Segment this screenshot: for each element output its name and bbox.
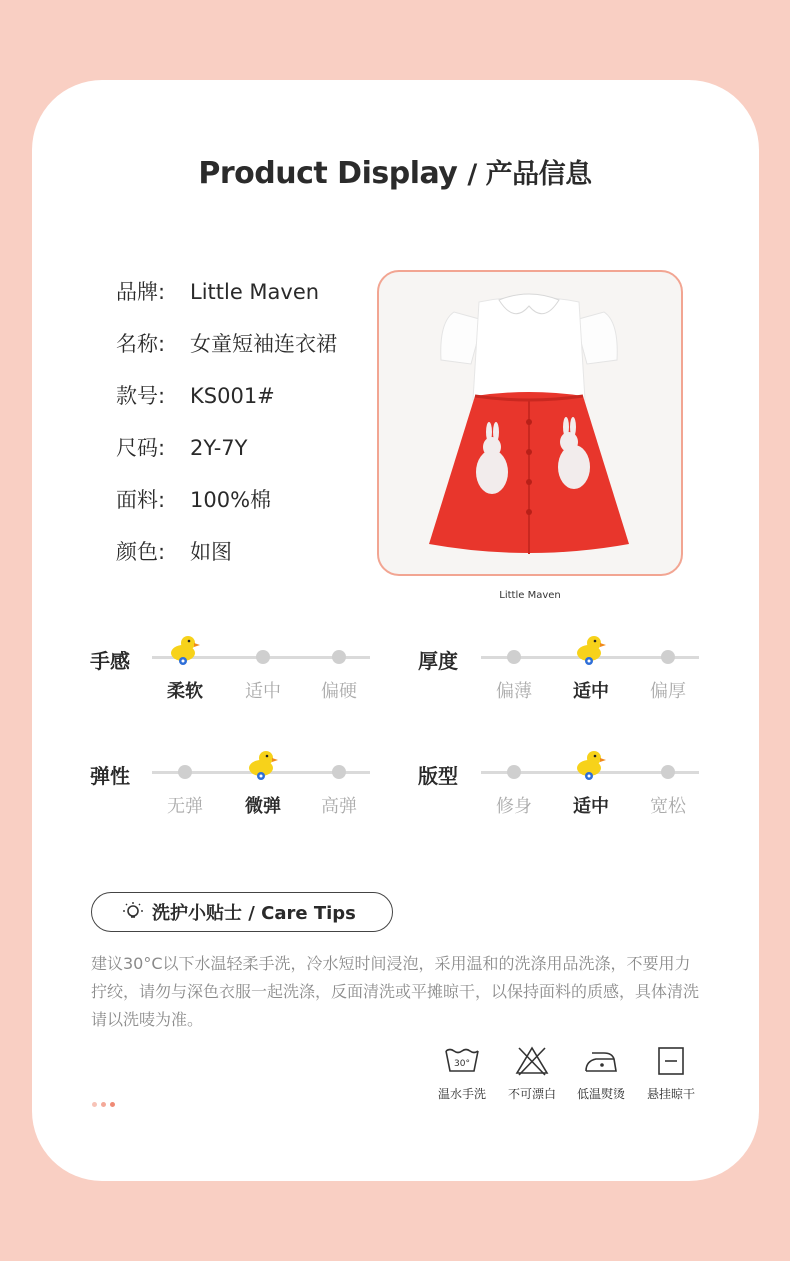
attribute-dot [507, 765, 521, 779]
care-low-iron: 低温熨烫 [566, 1045, 636, 1102]
attribute-label: 厚度 [418, 649, 458, 673]
hang-dry-icon [655, 1045, 687, 1077]
page-dot [110, 1102, 115, 1107]
attribute-option: 偏硬 [321, 681, 357, 702]
spec-size: 尺码: 2Y-7Y [116, 436, 248, 460]
attribute-dot [178, 765, 192, 779]
duck-marker-icon [574, 632, 608, 666]
attribute-option: 适中 [573, 681, 609, 702]
no-bleach-icon [514, 1045, 550, 1077]
title-en: Product Display [198, 156, 458, 191]
spec-fabric: 面料: 100%棉 [116, 488, 272, 512]
duck-marker-icon [168, 632, 202, 666]
attribute-option: 宽松 [650, 796, 686, 817]
care-tips-pill [91, 892, 393, 932]
attribute-dot [507, 650, 521, 664]
care-wash: 30° 温水手洗 [427, 1045, 497, 1102]
attribute-dot [661, 765, 675, 779]
care-hang-dry: 悬挂晾干 [636, 1045, 706, 1102]
spec-color: 颜色: 如图 [116, 540, 232, 564]
attribute-label: 手感 [90, 649, 130, 673]
care-no-bleach: 不可漂白 [497, 1045, 567, 1102]
product-photo [377, 270, 683, 576]
attribute-dot [661, 650, 675, 664]
spec-brand: 品牌: Little Maven [116, 280, 320, 304]
duck-marker-icon [574, 747, 608, 781]
attribute-option: 柔软 [167, 681, 203, 702]
page-dots [92, 1092, 119, 1111]
page-title [0, 152, 790, 191]
duck-marker-icon [246, 747, 280, 781]
title-cn: / 产品信息 [467, 159, 592, 190]
spec-name: 名称: 女童短袖连衣裙 [116, 332, 337, 356]
spec-style-no: 款号: KS001# [116, 384, 275, 408]
low-iron-icon [582, 1045, 620, 1077]
dress-illustration [379, 272, 681, 574]
attribute-option: 偏薄 [496, 681, 532, 702]
attribute-option: 偏厚 [650, 681, 686, 702]
attribute-option: 无弹 [167, 796, 203, 817]
attribute-option: 高弹 [321, 796, 357, 817]
attribute-dot [332, 765, 346, 779]
care-tips-text: 建议30°C以下水温轻柔手洗，冷水短时间浸泡，采用温和的洗涤用品洗涤，不要用力拧绞，请勿与深色衣服一起洗涤，反面清洗或平摊晾干，以保持面料的质感，具体清洗请以洗唛为准。 [91, 954, 700, 1029]
attribute-label: 版型 [418, 764, 458, 788]
wash-30-icon [442, 1045, 482, 1077]
attribute-option: 修身 [496, 796, 532, 817]
attribute-option: 适中 [573, 796, 609, 817]
care-tips-label: 洗护小贴士 / Care Tips [152, 903, 356, 924]
svg-text:30°: 30° [454, 1059, 470, 1069]
photo-caption: Little Maven [499, 590, 561, 601]
attribute-option: 微弹 [245, 796, 281, 817]
page-dot [92, 1102, 97, 1107]
page-dot [101, 1102, 106, 1107]
lightbulb-icon [122, 901, 144, 923]
attribute-option: 适中 [245, 681, 281, 702]
attribute-dot [256, 650, 270, 664]
attribute-label: 弹性 [90, 764, 130, 788]
attribute-dot [332, 650, 346, 664]
